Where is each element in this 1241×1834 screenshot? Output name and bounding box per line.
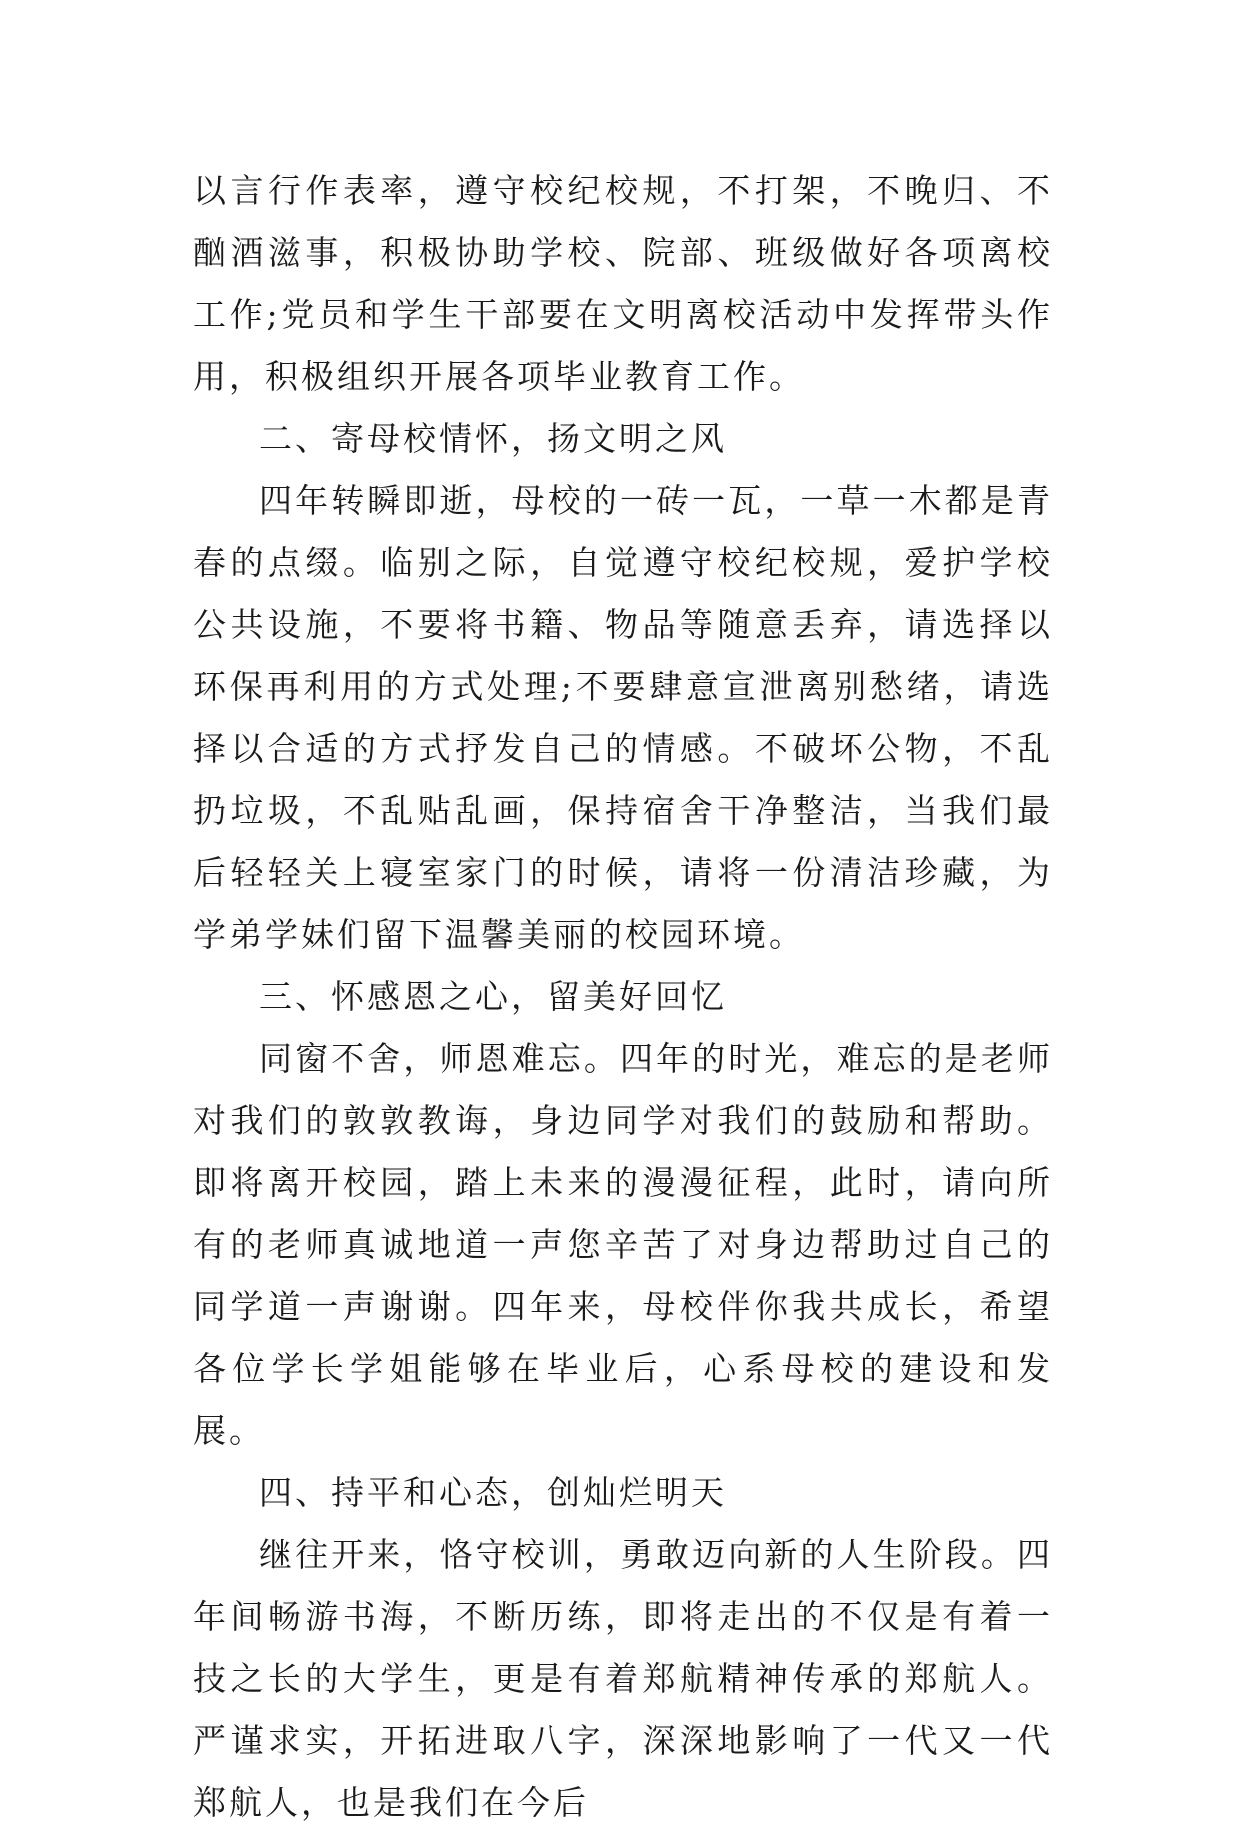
document-body [193,160,1053,1834]
section-heading-2: 二、寄母校情怀，扬文明之风 [259,419,727,458]
section-heading-4: 四、持平和心态，创灿烂明天 [259,1473,727,1512]
paragraph-intro-continued: 以言行作表率，遵守校纪校规，不打架，不晚归、不酗酒滋事，积极协助学校、院部、班级做好各项离校工作;党员和学生干部要在文明离校活动中发挥带头作用，积极组织开展各项毕业教育工作。 [193,171,1053,396]
paragraph-section-2: 四年转瞬即逝，母校的一砖一瓦，一草一木都是青春的点缀。临别之际，自觉遵守校纪校规，爱护学校公共设施，不要将书籍、物品等随意丢弃，请选择以环保再利用的方式处理;不要肆意宣泄离别愁绪，请选择以合适的方式抒发自己的情感。不破坏公物，不乱扔垃圾，不乱贴乱画，保持宿舍干净整洁，当我们最后轻轻关上寝室家门的时候，请将一份清洁珍藏，为学弟学妹们留下温馨美丽的校园环境。 [193,481,1053,954]
section-heading-3: 三、怀感恩之心，留美好回忆 [259,977,727,1016]
paragraph-section-4: 继往开来，恪守校训，勇敢迈向新的人生阶段。四年间畅游书海，不断历练，即将走出的不仅是有着一技之长的大学生，更是有着郑航精神传承的郑航人。严谨求实，开拓进取八字，深深地影响了一代又一代郑航人，也是我们在今后 [193,1535,1053,1822]
paragraph-section-3: 同窗不舍，师恩难忘。四年的时光，难忘的是老师对我们的敦敦教诲，身边同学对我们的鼓励和帮助。即将离开校园，踏上未来的漫漫征程，此时，请向所有的老师真诚地道一声您辛苦了对身边帮助过自己的同学道一声谢谢。四年来，母校伴你我共成长，希望各位学长学姐能够在毕业后，心系母校的建设和发展。 [193,1039,1053,1450]
